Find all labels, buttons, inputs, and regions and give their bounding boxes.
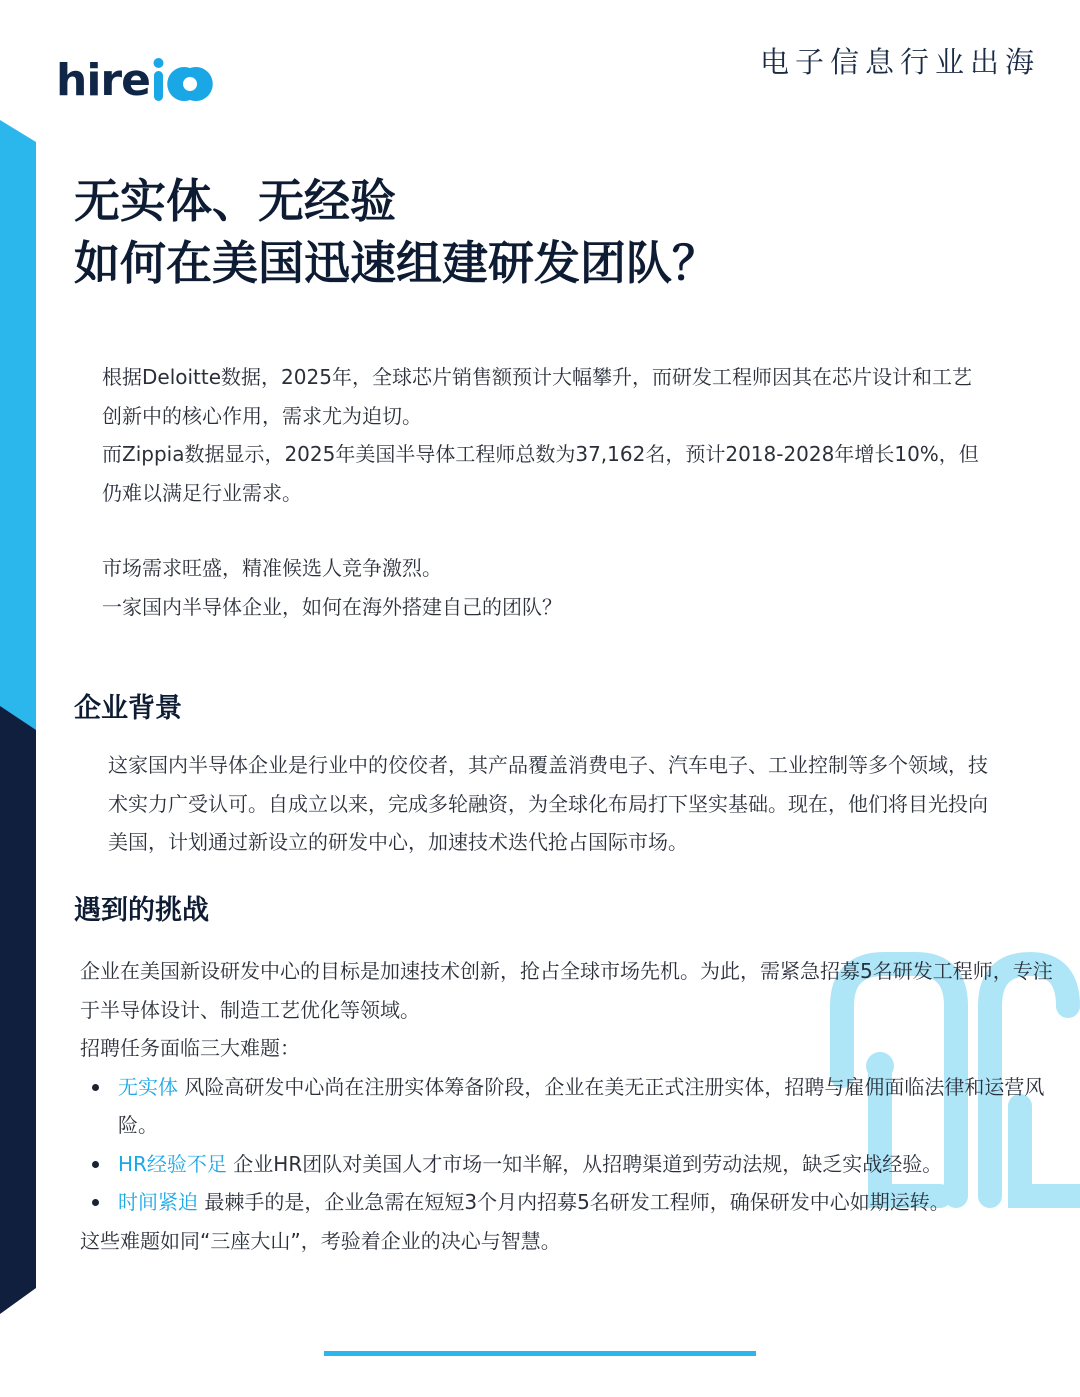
- intro-question-line-2: 一家国内半导体企业，如何在海外搭建自己的团队？: [102, 594, 562, 619]
- challenge-highlight: HR经验不足: [118, 1151, 227, 1176]
- challenges-closing: 这些难题如同“三座大山”，考验着企业的决心与智慧。: [80, 1228, 561, 1253]
- challenge-text: 最棘手的是，企业急需在短短3个月内招募5名研发工程师，确保研发中心如期运转。: [204, 1190, 950, 1214]
- challenges-intro: 企业在美国新设研发中心的目标是加速技术创新，抢占全球市场先机。为此，需紧急招募5名研发工程师，专注于半导体设计、制造工艺优化等领域。: [80, 959, 1053, 1022]
- hireio-logo-icon: [152, 54, 224, 106]
- page-title: [74, 170, 718, 294]
- bottom-divider: [324, 1351, 756, 1356]
- intro-question-line-1: 市场需求旺盛，精准候选人竞争激烈。: [102, 556, 442, 580]
- intro-question-section: [102, 549, 982, 626]
- accent-stripe-dark: [0, 706, 36, 1314]
- background-paragraph: 这家国内半导体企业是行业中的佼佼者，其产品覆盖消费电子、汽车电子、工业控制等多个领域，技术实力广受认可。自成立以来，完成多轮融资，为全球化布局打下坚实基础。现在，他们将目光投向美国，计划通过新设立的研发中心，加速技术迭代抢占国际市场。: [108, 753, 988, 854]
- challenge-text: 企业HR团队对美国人才市场一知半解，从招聘渠道到劳动法规，缺乏实战经验。: [233, 1151, 943, 1176]
- challenge-highlight: 时间紧迫: [118, 1190, 198, 1214]
- list-item: [80, 1183, 1060, 1222]
- hireio-logo: [56, 52, 224, 108]
- title-line-2: 如何在美国迅速组建研发团队？: [74, 236, 718, 290]
- challenge-highlight: 无实体: [118, 1074, 178, 1099]
- challenges-lead: 招聘任务面临三大难题：: [80, 1036, 300, 1060]
- background-section: [108, 746, 988, 862]
- industry-tagline: 电子信息行业出海: [759, 45, 1040, 79]
- accent-stripe-light: [0, 120, 36, 740]
- title-line-1: 无实体、无经验: [74, 174, 396, 228]
- list-item: [80, 1145, 1060, 1184]
- intro-paragraph-2: 而Zippia数据显示，2025年美国半导体工程师总数为37,162名，预计2018-2028年增长10%，但仍难以满足行业需求。: [102, 442, 979, 505]
- challenges-section: [80, 952, 1060, 1260]
- challenges-heading: 遇到的挑战: [74, 895, 209, 926]
- challenges-list: [80, 1068, 1060, 1222]
- logo-wordmark: hire: [56, 54, 150, 106]
- list-item: [80, 1068, 1060, 1145]
- background-heading: 企业背景: [74, 693, 182, 724]
- intro-paragraph-1: 根据Deloitte数据，2025年，全球芯片销售额预计大幅攀升，而研发工程师因其在芯片设计和工艺创新中的核心作用，需求尤为迫切。: [102, 365, 972, 428]
- intro-section: [102, 358, 982, 512]
- challenge-text: 风险高研发中心尚在注册实体筹备阶段，企业在美无正式注册实体，招聘与雇佣面临法律和运营风险。: [118, 1074, 1045, 1137]
